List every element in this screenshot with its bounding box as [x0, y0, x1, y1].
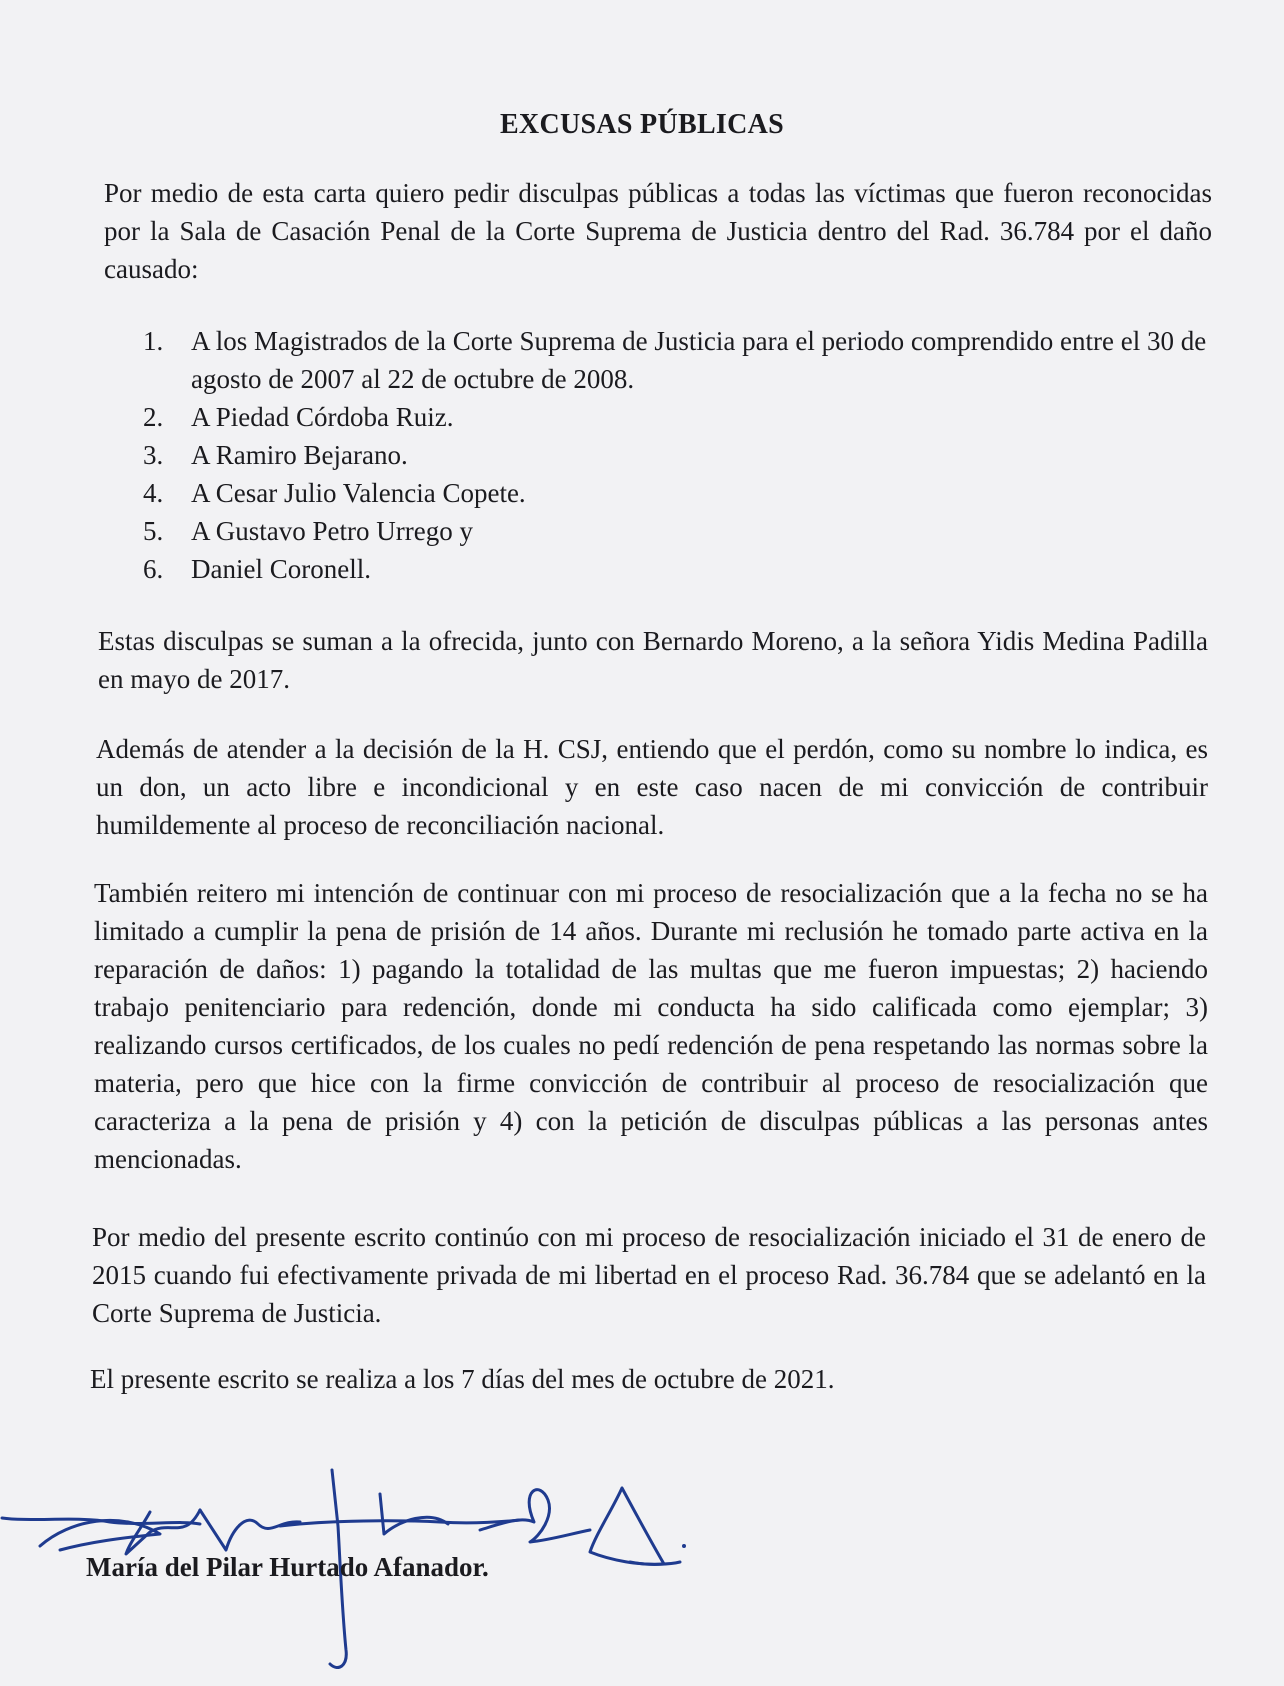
signature-stroke — [380, 1494, 448, 1534]
list-item-text: A los Magistrados de la Corte Suprema de Justicia para el periodo comprendido entre el 30 de agosto de 2007 al 22 de octubre de 2008. — [191, 326, 1207, 394]
signature-dot — [682, 1544, 686, 1548]
paragraph-proceso: Por medio del presente escrito continúo con mi proceso de resocialización iniciado el 31 de enero de 2015 cuando fui efectivamente privada de mi libertad en el proceso Rad. 36.784 que se adelantó en la Corte Suprema de Justicia. — [92, 1222, 1206, 1328]
list-item — [143, 436, 1213, 474]
list-item-number: 2. — [143, 402, 164, 432]
list-item — [143, 398, 1213, 436]
signer-name: María del Pilar Hurtado Afanador. — [86, 1552, 489, 1582]
list-item — [143, 512, 1213, 550]
list-item-text: A Ramiro Bejarano. — [191, 440, 408, 470]
list-item-text: Daniel Coronell. — [191, 554, 371, 584]
list-item-number: 6. — [143, 554, 164, 584]
list-item-number: 5. — [143, 516, 164, 546]
list-item — [143, 550, 1213, 588]
list-item-number: 1. — [143, 326, 164, 356]
signature-stroke — [590, 1488, 664, 1564]
signature-stroke — [480, 1490, 590, 1542]
list-item-text: A Gustavo Petro Urrego y — [191, 516, 473, 546]
list-item-number: 4. — [143, 478, 164, 508]
list-item-number: 3. — [143, 440, 164, 470]
list-item-text: A Cesar Julio Valencia Copete. — [191, 478, 526, 508]
apology-list — [143, 322, 1213, 588]
paragraph-perdon: Además de atender a la decisión de la H. CSJ, entiendo que el perdón, como su nombre lo indica, es un don, un acto libre e incondicional y en este caso nacen de mi convicción de contribuir humildemente al proceso de reconciliación nacional. — [96, 734, 1208, 840]
intro-paragraph: Por medio de esta carta quiero pedir disculpas públicas a todas las víctimas que fueron reconocidas por la Sala de Casación Penal de la Corte Suprema de Justicia dentro del Rad. 36.784 por el daño causado: — [104, 178, 1212, 284]
document-title: EXCUSAS PÚBLICAS — [499, 109, 785, 140]
list-item-text: A Piedad Córdoba Ruiz. — [191, 402, 454, 432]
list-item — [143, 474, 1213, 512]
paragraph-resocializacion: También reitero mi intención de continuar con mi proceso de resocialización que a la fecha no se ha limitado a cumplir la pena de prisión de 14 años. Durante mi reclusión he tomado parte activa en la reparación de daños: 1) pagando la totalidad de las multas que me fueron impuestas; 2) haciendo trabajo penitenciario para redención, donde mi conducta ha sido calificada como ejemplar; 3) realizando cursos certificados, de los cuales no pedí redención de pena respetando las normas sobre la materia, pero que hice con la firme convicción de contribuir al proceso de resocialización que caracteriza a la pena de prisión y 4) con la petición de disculpas públicas a las personas antes mencionadas. — [94, 878, 1208, 1174]
list-item — [143, 322, 1213, 398]
signature-stroke — [200, 1510, 300, 1550]
paragraph-bernardo-moreno: Estas disculpas se suman a la ofrecida, junto con Bernardo Moreno, a la señora Yidis Medina Padilla en mayo de 2017. — [98, 626, 1208, 694]
paragraph-fecha: El presente escrito se realiza a los 7 días del mes de octubre de 2021. — [90, 1364, 835, 1394]
signature-stroke — [630, 1562, 680, 1564]
